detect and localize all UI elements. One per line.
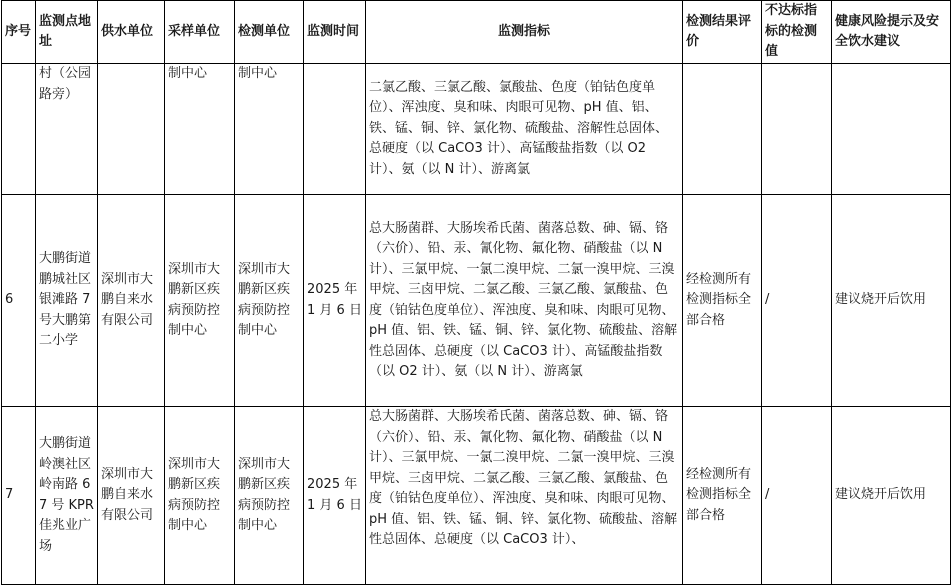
header-exceed: 不达标指标的检测值	[762, 1, 832, 64]
row-advice: 建议烧开后饮用	[832, 407, 951, 585]
header-advice: 健康风险提示及安全饮水建议	[832, 1, 951, 64]
row-exceed	[762, 64, 832, 195]
row-indicators: 总大肠菌群、大肠埃希氏菌、菌落总数、砷、镉、铬（六价）、铅、汞、氰化物、氟化物、硝酸盐（以 N 计）、三氯甲烷、一氯二溴甲烷、二氯一溴甲烷、三溴甲烷、三卤甲烷、二氯乙酸、三氯乙酸、氯酸盐、色度（铂钴色度单位）、浑浊度、臭和味、肉眼可见物、pH 值、铝、铁、锰、铜、锌、氯化物、硫酸盐、溶解性总固体、总硬度（以 CaCO3 计）、	[366, 407, 683, 585]
row-indicators: 二氯乙酸、三氯乙酸、氯酸盐、色度（铂钴色度单位）、浑浊度、臭和味、肉眼可见物、pH 值、铝、铁、锰、铜、锌、氯化物、硫酸盐、溶解性总固体、总硬度（以 CaCO3 计）、高锰酸盐指数（以 O2 计）、氨（以 N 计）、游离氯	[366, 64, 683, 195]
table-row	[2, 407, 951, 585]
row-location: 大鹏街道岭澳社区岭南路 67 号 KPR 佳兆业广场	[36, 407, 98, 585]
row-location: 大鹏街道鹏城社区银滩路 7 号大鹏第二小学	[36, 195, 98, 407]
row-location: 村（公园路旁）	[36, 64, 98, 195]
row-no	[2, 64, 36, 195]
row-evaluation	[683, 64, 762, 195]
header-tester: 检测单位	[235, 1, 304, 64]
row-supplier: 深圳市大鹏自来水有限公司	[98, 407, 165, 585]
header-location: 监测点地址	[36, 1, 98, 64]
table-row	[2, 64, 951, 195]
header-no: 序号	[2, 1, 36, 64]
row-advice	[832, 64, 951, 195]
row-tester: 制中心	[235, 64, 304, 195]
row-exceed: /	[762, 195, 832, 407]
row-sampler: 深圳市大鹏新区疾病预防控制中心	[165, 407, 235, 585]
row-no: 6	[2, 195, 36, 407]
row-time	[304, 64, 366, 195]
header-supplier: 供水单位	[98, 1, 165, 64]
row-advice: 建议烧开后饮用	[832, 195, 951, 407]
header-time: 监测时间	[304, 1, 366, 64]
row-evaluation: 经检测所有检测指标全部合格	[683, 407, 762, 585]
monitoring-table	[1, 0, 951, 585]
table-row	[2, 195, 951, 407]
row-sampler: 制中心	[165, 64, 235, 195]
row-time: 2025 年 1 月 6 日	[304, 407, 366, 585]
row-evaluation: 经检测所有检测指标全部合格	[683, 195, 762, 407]
header-evaluation: 检测结果评价	[683, 1, 762, 64]
row-time: 2025 年 1 月 6 日	[304, 195, 366, 407]
row-no: 7	[2, 407, 36, 585]
row-supplier	[98, 64, 165, 195]
row-indicators: 总大肠菌群、大肠埃希氏菌、菌落总数、砷、镉、铬（六价）、铅、汞、氰化物、氟化物、硝酸盐（以 N 计）、三氯甲烷、一氯二溴甲烷、二氯一溴甲烷、三溴甲烷、三卤甲烷、二氯乙酸、三氯乙酸、氯酸盐、色度（铂钴色度单位）、浑浊度、臭和味、肉眼可见物、pH 值、铝、铁、锰、铜、锌、氯化物、硫酸盐、溶解性总固体、总硬度（以 CaCO3 计）、高锰酸盐指数（以 O2 计）、氨（以 N 计）、游离氯	[366, 195, 683, 407]
row-tester: 深圳市大鹏新区疾病预防控制中心	[235, 195, 304, 407]
row-tester: 深圳市大鹏新区疾病预防控制中心	[235, 407, 304, 585]
row-sampler: 深圳市大鹏新区疾病预防控制中心	[165, 195, 235, 407]
row-supplier: 深圳市大鹏自来水有限公司	[98, 195, 165, 407]
header-row	[2, 1, 951, 64]
header-sampler: 采样单位	[165, 1, 235, 64]
header-indicators: 监测指标	[366, 1, 683, 64]
row-exceed: /	[762, 407, 832, 585]
